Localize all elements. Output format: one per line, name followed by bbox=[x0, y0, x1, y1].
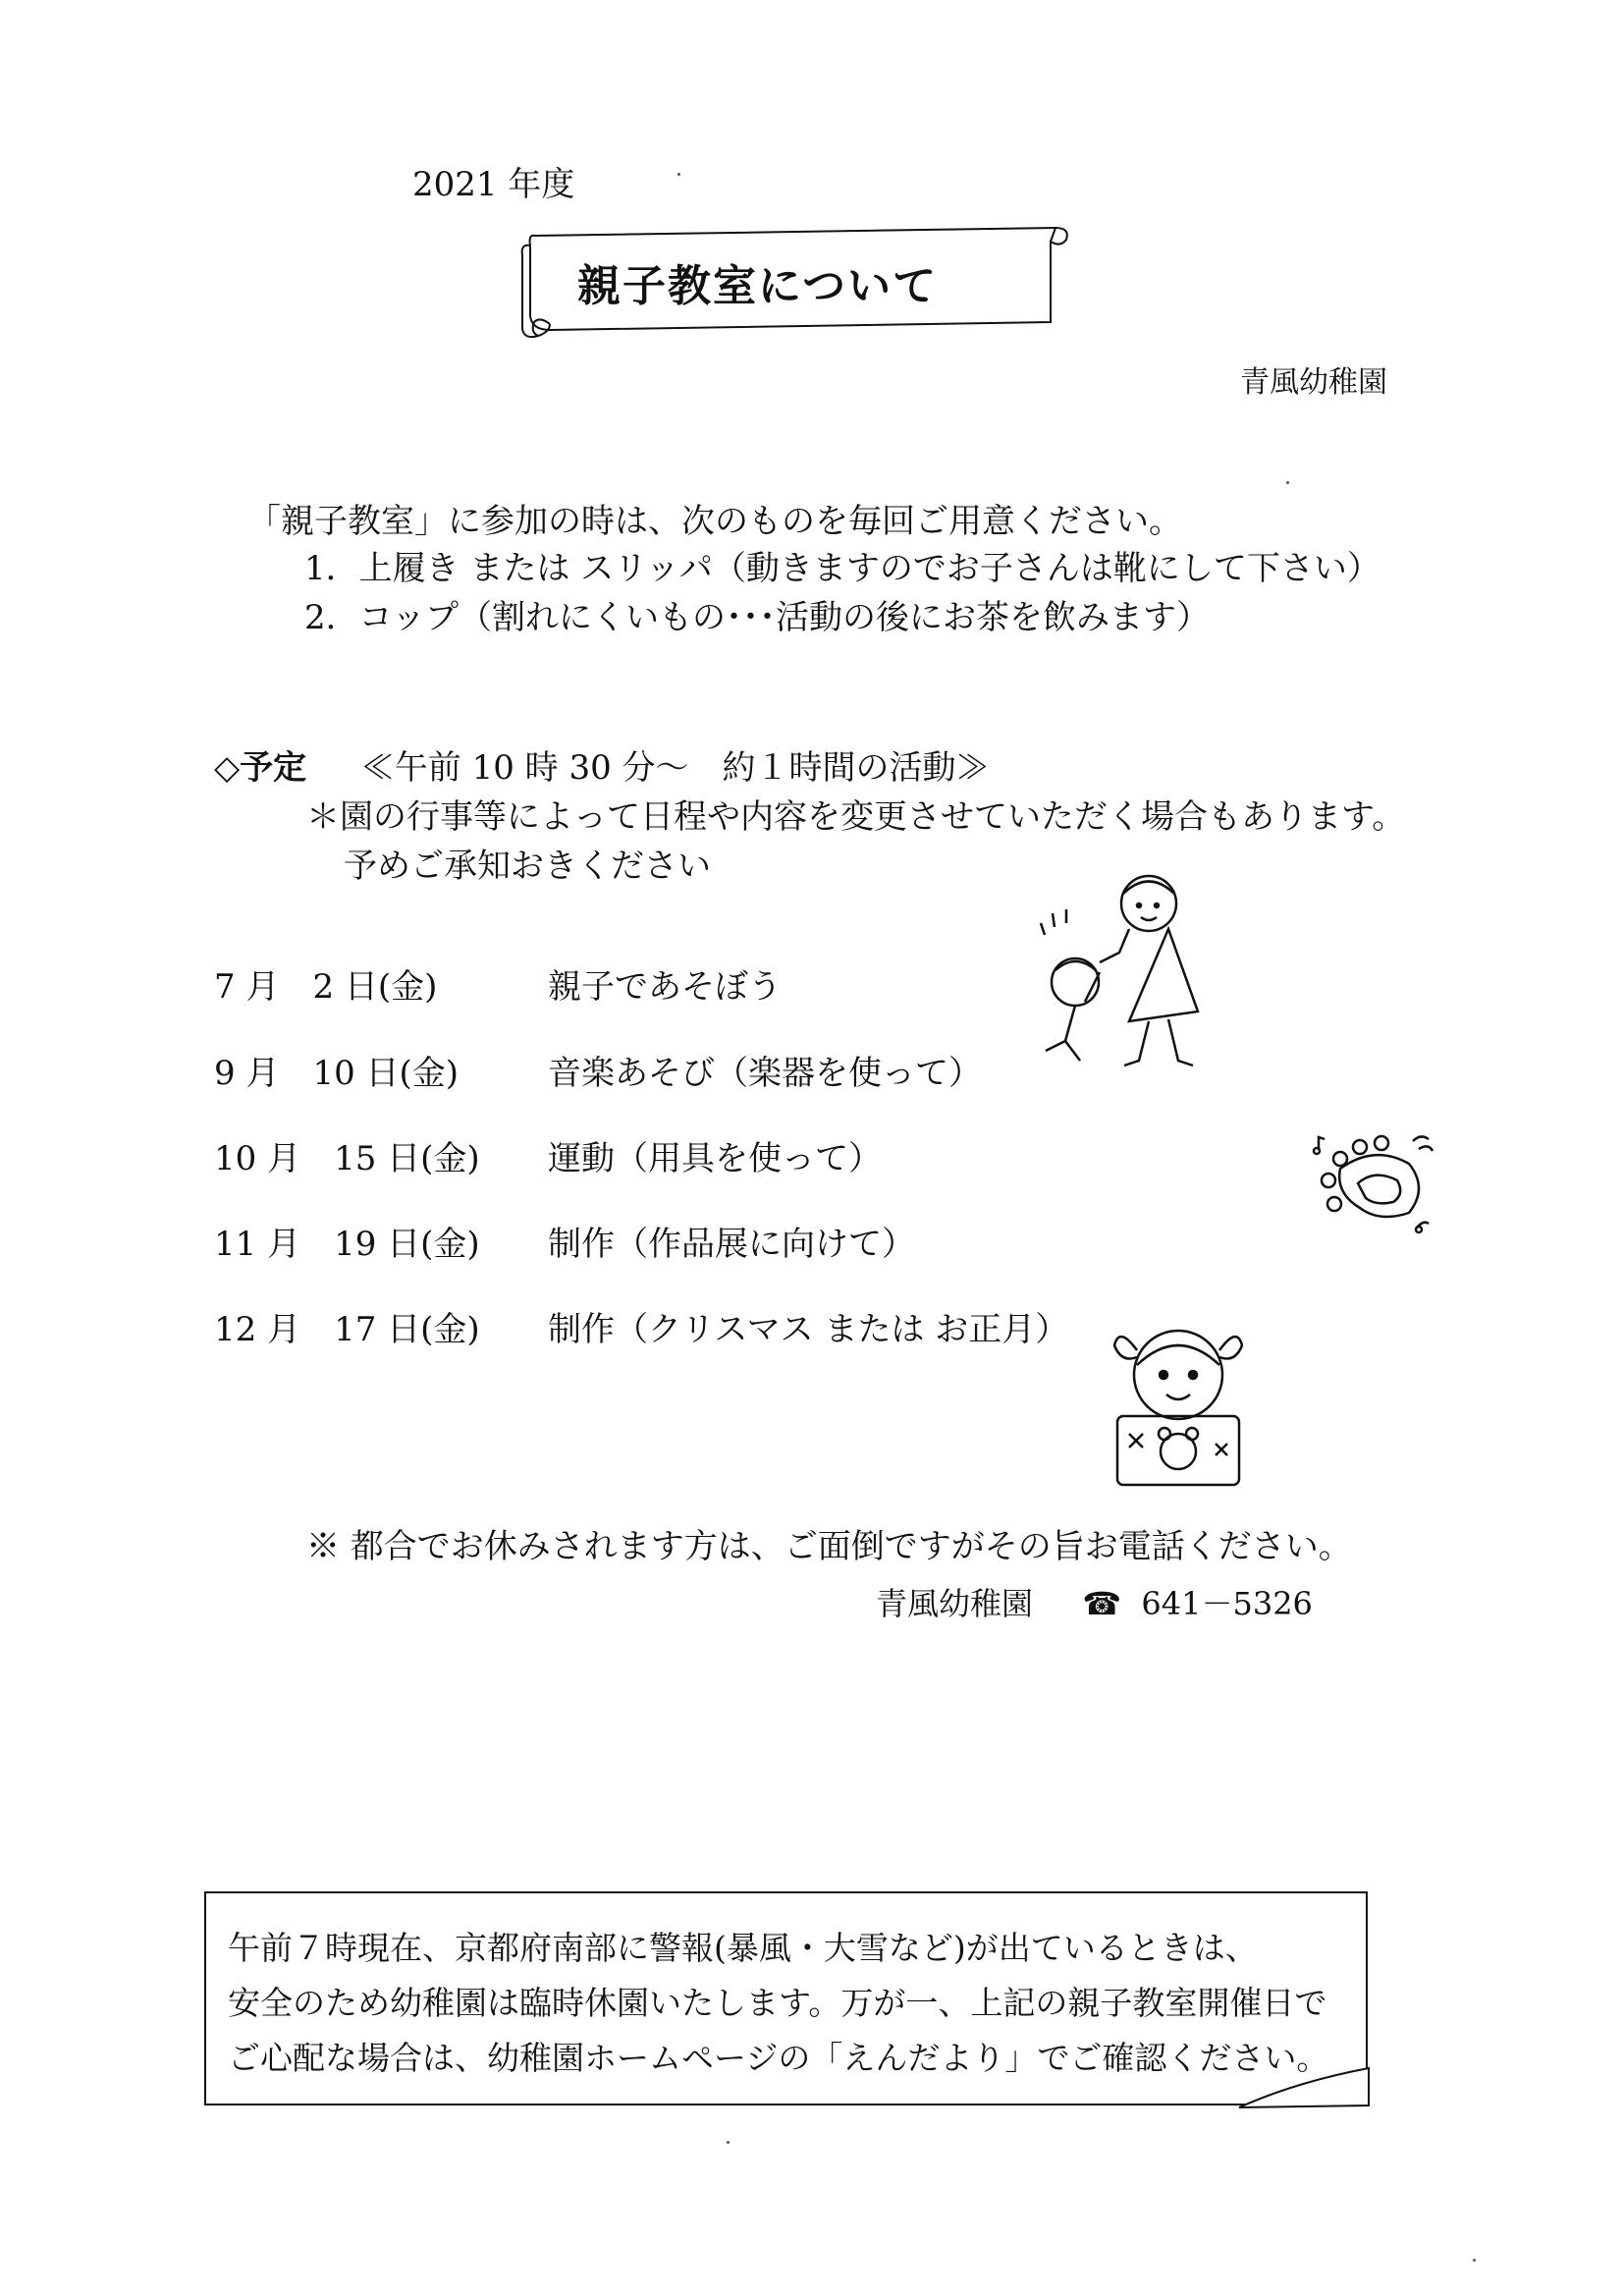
schedule-label: ◇予定 bbox=[214, 748, 307, 788]
tambourine-illustration bbox=[1311, 1129, 1438, 1237]
event-date: 12 月 17 日(金) bbox=[214, 1310, 480, 1349]
page-title: 親子教室について bbox=[577, 261, 939, 311]
contact-line bbox=[876, 1579, 1313, 1624]
event-desc: 運動（用具を使って） bbox=[548, 1139, 882, 1178]
notice-line: ご心配な場合は、幼稚園ホームページの「えんだより」でご確認ください。 bbox=[228, 2039, 1329, 2077]
notice-line: 午前７時現在、京都府南部に警報(暴風・大雪など)が出ているときは、 bbox=[228, 1929, 1258, 1967]
list-item: 2．コップ（割れにくいもの･･･活動の後にお茶を飲みます） bbox=[304, 598, 1210, 637]
schedule-note-line2: 予めご承知おきください bbox=[344, 847, 711, 886]
scan-speck bbox=[677, 173, 680, 176]
event-date: 9 月 10 日(金) bbox=[214, 1054, 460, 1093]
event-desc: 制作（クリスマス または お正月） bbox=[548, 1310, 1069, 1349]
notice-line: 安全のため幼稚園は臨時休園いたします。万が一、上記の親子教室開催日で bbox=[228, 1984, 1327, 2022]
event-desc: 親子であそぼう bbox=[548, 967, 782, 1007]
scan-speck bbox=[727, 2141, 730, 2144]
page-curl-decoration bbox=[1237, 2062, 1375, 2111]
contact-organization: 青風幼稚園 bbox=[876, 1585, 1034, 1622]
absence-note: ※ 都合でお休みされます方は、ご面倒ですがその旨お電話ください。 bbox=[306, 1527, 1352, 1566]
scan-speck bbox=[1473, 2259, 1476, 2262]
schedule-time: ≪午前 10 時 30 分～ 約１時間の活動≫ bbox=[360, 748, 990, 788]
schedule-note-line1: ＊園の行事等によって日程や内容を変更させていただく場合もあります。 bbox=[306, 797, 1406, 837]
phone-icon: ☎ bbox=[1082, 1585, 1122, 1622]
list-item: 1．上履き または スリッパ（動きますのでお子さんは靴にして下さい） bbox=[304, 549, 1380, 588]
event-desc: 制作（作品展に向けて） bbox=[548, 1225, 915, 1264]
child-with-picture-illustration bbox=[1100, 1306, 1257, 1493]
schedule-header bbox=[214, 748, 990, 788]
organization-name: 青風幼稚園 bbox=[1240, 365, 1387, 400]
fiscal-year: 2021 年度 bbox=[412, 165, 575, 204]
phone-number: 641－5326 bbox=[1141, 1585, 1313, 1622]
intro-lead: 「親子教室」に参加の時は、次のものを毎回ご用意ください。 bbox=[247, 502, 1182, 541]
event-date: 10 月 15 日(金) bbox=[214, 1139, 480, 1178]
scan-speck bbox=[1286, 481, 1289, 484]
event-date: 7 月 2 日(金) bbox=[214, 967, 438, 1007]
event-desc: 音楽あそび（楽器を使って） bbox=[548, 1054, 982, 1093]
event-date: 11 月 19 日(金) bbox=[214, 1225, 480, 1264]
weather-notice-box bbox=[204, 1891, 1368, 2105]
parent-child-illustration bbox=[1021, 864, 1217, 1080]
